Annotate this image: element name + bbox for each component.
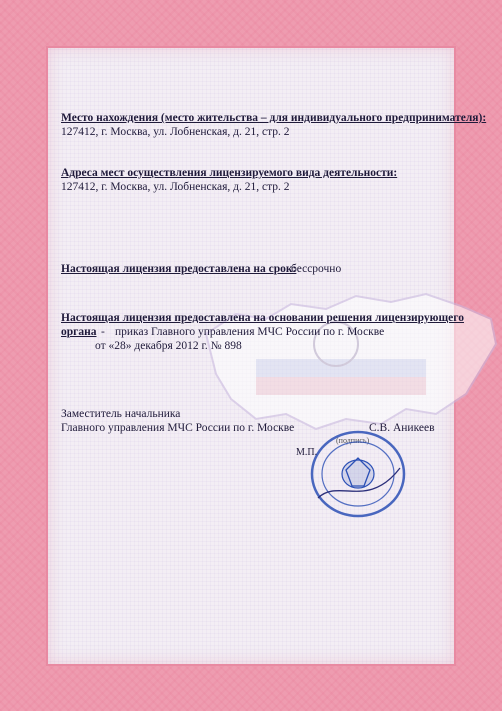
location-value: 127412, г. Москва, ул. Лобненская, д. 21, стр. 2 [61, 126, 290, 138]
term-heading: Настоящая лицензия предоставлена на срок: [61, 263, 297, 275]
basis-heading-line1: Настоящая лицензия предоставлена на основании решения лицензирующего [61, 312, 464, 324]
signer-title-line1: Заместитель начальника [61, 408, 181, 420]
russia-map-watermark [196, 274, 502, 444]
official-seal [308, 428, 408, 520]
basis-value-line1: приказ Главного управления МЧС России по г. Москве [115, 326, 385, 338]
activity-heading: Адреса мест осуществления лицензируемого вида деятельности: [61, 167, 398, 179]
basis-dash: - [101, 326, 105, 338]
signer-name: С.В. Аникеев [369, 422, 435, 434]
term-value: бессрочно [291, 263, 342, 275]
basis-heading-line2: органа [61, 326, 97, 338]
activity-value: 127412, г. Москва, ул. Лобненская, д. 21, стр. 2 [61, 181, 290, 193]
signer-title-line2: Главного управления МЧС России по г. Москве [61, 422, 295, 434]
signature-caption: (подпись) [336, 436, 370, 445]
location-heading: Место нахождения (место жительства – для индивидуального предпринимателя): [61, 112, 487, 124]
document-body [46, 46, 487, 666]
basis-value-line2: от «28» декабря 2012 г. № 898 [95, 340, 242, 352]
stamp-caption: М.П. [296, 447, 318, 458]
